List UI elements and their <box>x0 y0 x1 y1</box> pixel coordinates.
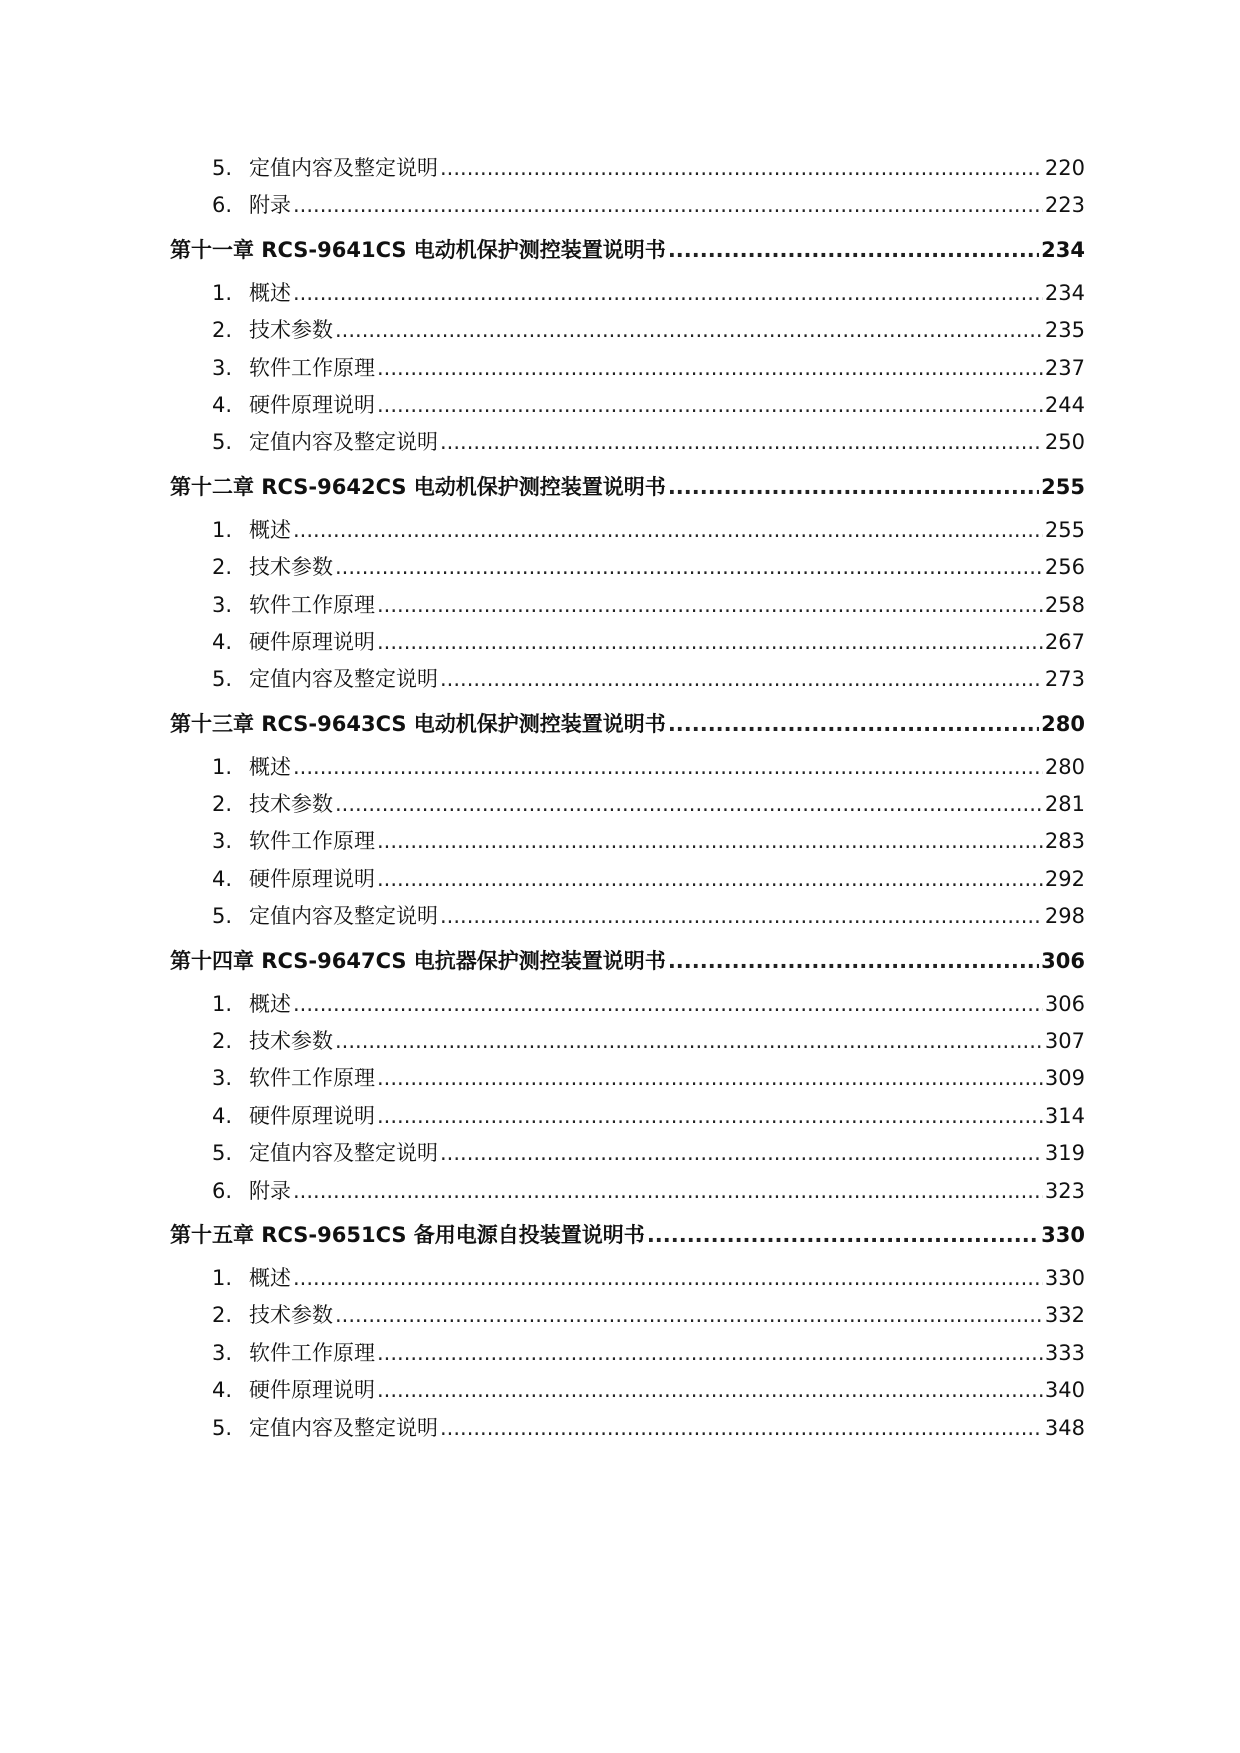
toc-entry-title: 概述 <box>249 991 291 1016</box>
toc-entry-title: 软件工作原理 <box>249 1340 375 1365</box>
toc-section-entry[interactable] <box>170 150 1085 187</box>
toc-entry-number: 5. <box>212 1141 233 1166</box>
toc-section-entry[interactable] <box>170 1060 1085 1097</box>
toc-entry-title: 附录 <box>249 1178 291 1203</box>
toc-entry-number: 4. <box>212 629 233 654</box>
toc-entry-label <box>212 150 438 187</box>
toc-page-number: 323 <box>1044 1178 1085 1203</box>
toc-entry-label <box>212 823 375 860</box>
dot-leader <box>335 1297 1043 1334</box>
toc-entry-title: 技术参数 <box>249 318 333 343</box>
toc-chapter-entry[interactable] <box>170 462 1085 512</box>
dot-leader <box>668 699 1039 749</box>
toc-page-number: 255 <box>1044 517 1085 542</box>
dot-leader <box>335 312 1043 349</box>
toc-page-number: 250 <box>1044 430 1085 455</box>
toc-section-entry[interactable] <box>170 587 1085 624</box>
dot-leader <box>647 1210 1039 1260</box>
toc-section-entry[interactable] <box>170 424 1085 461</box>
toc-entry-title: 第十四章 RCS-9647CS 电抗器保护测控装置说明书 <box>170 948 666 973</box>
toc-page-number: 273 <box>1044 667 1085 692</box>
toc-entry-label <box>212 549 333 586</box>
toc-entry-label <box>212 1098 375 1135</box>
toc-entry-number: 2. <box>212 318 233 343</box>
toc-section-entry[interactable] <box>170 1135 1085 1172</box>
toc-entry-title: 技术参数 <box>249 1029 333 1054</box>
toc-page-number: 267 <box>1044 629 1085 654</box>
toc-entry-number: 2. <box>212 1303 233 1328</box>
toc-entry-number: 4. <box>212 866 233 891</box>
toc-entry-label <box>212 312 333 349</box>
toc-section-entry[interactable] <box>170 624 1085 661</box>
toc-section-entry[interactable] <box>170 898 1085 935</box>
toc-entry-label <box>212 512 291 549</box>
toc-entry-title: 硬件原理说明 <box>249 629 375 654</box>
dot-leader <box>335 549 1043 586</box>
toc-entry-title: 软件工作原理 <box>249 1066 375 1091</box>
toc-section-entry[interactable] <box>170 312 1085 349</box>
toc-section-entry[interactable] <box>170 1023 1085 1060</box>
toc-entry-label <box>212 624 375 661</box>
toc-entry-number: 1. <box>212 754 233 779</box>
dot-leader <box>668 225 1039 275</box>
toc-section-entry[interactable] <box>170 1297 1085 1334</box>
toc-section-entry[interactable] <box>170 986 1085 1023</box>
toc-section-entry[interactable] <box>170 661 1085 698</box>
toc-entry-label <box>212 1260 291 1297</box>
toc-entry-title: 概述 <box>249 280 291 305</box>
toc-entry-label <box>212 986 291 1023</box>
toc-entry-label <box>212 350 375 387</box>
toc-section-entry[interactable] <box>170 350 1085 387</box>
dot-leader <box>335 786 1043 823</box>
toc-entry-title: 软件工作原理 <box>249 355 375 380</box>
toc-entry-label <box>212 1410 438 1447</box>
dot-leader <box>440 661 1043 698</box>
dot-leader <box>440 898 1043 935</box>
toc-entry-title: 第十二章 RCS-9642CS 电动机保护测控装置说明书 <box>170 474 666 499</box>
dot-leader <box>335 1023 1043 1060</box>
toc-entry-title: 技术参数 <box>249 792 333 817</box>
toc-entry-label <box>212 587 375 624</box>
toc-entry-label <box>212 1135 438 1172</box>
toc-entry-title: 定值内容及整定说明 <box>249 1141 438 1166</box>
toc-chapter-entry[interactable] <box>170 225 1085 275</box>
toc-entry-label <box>170 225 666 275</box>
toc-section-entry[interactable] <box>170 275 1085 312</box>
toc-page-number: 223 <box>1044 193 1085 218</box>
toc-entry-number: 3. <box>212 592 233 617</box>
dot-leader <box>668 462 1039 512</box>
toc-page-number: 307 <box>1044 1029 1085 1054</box>
dot-leader <box>377 387 1043 424</box>
dot-leader <box>440 1135 1043 1172</box>
toc-page-number: 258 <box>1044 592 1085 617</box>
toc-section-entry[interactable] <box>170 861 1085 898</box>
toc-page-number: 330 <box>1041 1222 1085 1247</box>
toc-entry-label <box>170 699 666 749</box>
toc-page-number: 333 <box>1044 1340 1085 1365</box>
toc-entry-title: 硬件原理说明 <box>249 1103 375 1128</box>
toc-page-number: 235 <box>1044 318 1085 343</box>
toc-entry-label <box>212 1372 375 1409</box>
toc-section-entry[interactable] <box>170 1173 1085 1210</box>
toc-entry-title: 附录 <box>249 193 291 218</box>
toc-entry-title: 定值内容及整定说明 <box>249 1415 438 1440</box>
dot-leader <box>293 1260 1043 1297</box>
toc-entry-label <box>212 861 375 898</box>
toc-chapter-entry[interactable] <box>170 699 1085 749</box>
toc-section-entry[interactable] <box>170 1098 1085 1135</box>
toc-entry-title: 技术参数 <box>249 555 333 580</box>
toc-page-number: 280 <box>1044 754 1085 779</box>
toc-section-entry[interactable] <box>170 1372 1085 1409</box>
dot-leader <box>440 1410 1043 1447</box>
toc-entry-number: 6. <box>212 1178 233 1203</box>
toc-entry-title: 软件工作原理 <box>249 829 375 854</box>
toc-page-number: 255 <box>1041 474 1085 499</box>
toc-entry-number: 6. <box>212 193 233 218</box>
toc-page-number: 309 <box>1044 1066 1085 1091</box>
toc-page-number: 244 <box>1044 392 1085 417</box>
dot-leader <box>293 749 1043 786</box>
dot-leader <box>440 424 1043 461</box>
toc-chapter-entry[interactable] <box>170 936 1085 986</box>
toc-entry-label <box>212 424 438 461</box>
toc-page-number: 283 <box>1044 829 1085 854</box>
toc-entry-number: 3. <box>212 829 233 854</box>
toc-entry-label <box>212 187 291 224</box>
toc-page-number: 330 <box>1044 1265 1085 1290</box>
toc-page-number: 237 <box>1044 355 1085 380</box>
toc-entry-label <box>212 661 438 698</box>
toc-page-number: 220 <box>1044 156 1085 180</box>
toc-entry-title: 概述 <box>249 754 291 779</box>
toc-entry-label <box>212 1173 291 1210</box>
toc-page-number: 332 <box>1044 1303 1085 1328</box>
toc-entry-number: 5. <box>212 430 233 455</box>
toc-page-number: 314 <box>1044 1103 1085 1128</box>
dot-leader <box>293 275 1043 312</box>
toc-entry-label <box>212 1335 375 1372</box>
toc-page-number: 298 <box>1044 904 1085 929</box>
toc-page-number: 281 <box>1044 792 1085 817</box>
toc-page-number: 292 <box>1044 866 1085 891</box>
toc-section-entry[interactable] <box>170 1335 1085 1372</box>
table-of-contents <box>170 150 1085 1447</box>
toc-entry-number: 1. <box>212 517 233 542</box>
toc-page-number: 306 <box>1041 948 1085 973</box>
toc-entry-title: 概述 <box>249 1265 291 1290</box>
toc-section-entry[interactable] <box>170 823 1085 860</box>
toc-entry-title: 概述 <box>249 517 291 542</box>
toc-entry-number: 4. <box>212 392 233 417</box>
toc-entry-label <box>170 936 666 986</box>
toc-entry-number: 5. <box>212 667 233 692</box>
toc-entry-label <box>212 1060 375 1097</box>
toc-section-entry[interactable] <box>170 512 1085 549</box>
toc-page-number: 280 <box>1041 711 1085 736</box>
toc-entry-title: 第十三章 RCS-9643CS 电动机保护测控装置说明书 <box>170 711 666 736</box>
toc-entry-title: 第十一章 RCS-9641CS 电动机保护测控装置说明书 <box>170 237 666 262</box>
toc-chapter-entry[interactable] <box>170 1210 1085 1260</box>
toc-entry-number: 3. <box>212 355 233 380</box>
toc-entry-title: 技术参数 <box>249 1303 333 1328</box>
dot-leader <box>377 1060 1043 1097</box>
toc-entry-label <box>212 1297 333 1334</box>
toc-entry-number: 2. <box>212 1029 233 1054</box>
toc-page-number: 256 <box>1044 555 1085 580</box>
dot-leader <box>668 936 1039 986</box>
toc-section-entry[interactable] <box>170 549 1085 586</box>
toc-entry-title: 定值内容及整定说明 <box>249 904 438 929</box>
toc-entry-number: 5. <box>212 156 233 180</box>
toc-section-entry[interactable] <box>170 387 1085 424</box>
toc-section-entry[interactable] <box>170 749 1085 786</box>
toc-entry-label <box>212 1023 333 1060</box>
toc-entry-title: 硬件原理说明 <box>249 1378 375 1403</box>
toc-entry-number: 1. <box>212 991 233 1016</box>
toc-section-entry[interactable] <box>170 1260 1085 1297</box>
toc-entry-label <box>212 786 333 823</box>
toc-entry-label <box>212 749 291 786</box>
toc-entry-title: 硬件原理说明 <box>249 392 375 417</box>
dot-leader <box>377 1335 1043 1372</box>
toc-entry-title: 第十五章 RCS-9651CS 备用电源自投装置说明书 <box>170 1222 645 1247</box>
toc-entry-number: 5. <box>212 1415 233 1440</box>
toc-entry-label <box>212 387 375 424</box>
toc-section-entry[interactable] <box>170 1410 1085 1447</box>
dot-leader <box>377 587 1043 624</box>
dot-leader <box>377 823 1043 860</box>
toc-page-number: 234 <box>1041 237 1085 262</box>
toc-entry-number: 2. <box>212 555 233 580</box>
dot-leader <box>293 512 1043 549</box>
dot-leader <box>377 350 1043 387</box>
toc-page-number: 319 <box>1044 1141 1085 1166</box>
toc-entry-number: 3. <box>212 1066 233 1091</box>
toc-entry-number: 1. <box>212 1265 233 1290</box>
dot-leader <box>377 861 1043 898</box>
toc-entry-title: 硬件原理说明 <box>249 866 375 891</box>
dot-leader <box>377 1372 1043 1409</box>
toc-page-number: 348 <box>1044 1415 1085 1440</box>
toc-entry-label <box>170 462 666 512</box>
dot-leader <box>293 187 1043 224</box>
toc-entry-title: 定值内容及整定说明 <box>249 667 438 692</box>
toc-entry-number: 4. <box>212 1103 233 1128</box>
toc-entry-label <box>212 898 438 935</box>
toc-entry-title: 定值内容及整定说明 <box>249 156 438 180</box>
toc-entry-number: 1. <box>212 280 233 305</box>
toc-section-entry[interactable] <box>170 786 1085 823</box>
toc-page-number: 306 <box>1044 991 1085 1016</box>
toc-entry-title: 软件工作原理 <box>249 592 375 617</box>
dot-leader <box>293 986 1043 1023</box>
dot-leader <box>377 624 1043 661</box>
dot-leader <box>440 150 1043 187</box>
toc-page-number: 340 <box>1044 1378 1085 1403</box>
toc-section-entry[interactable] <box>170 187 1085 224</box>
dot-leader <box>377 1098 1043 1135</box>
toc-entry-number: 3. <box>212 1340 233 1365</box>
toc-entry-number: 4. <box>212 1378 233 1403</box>
toc-page-number: 234 <box>1044 280 1085 305</box>
toc-entry-number: 5. <box>212 904 233 929</box>
toc-entry-label <box>170 1210 645 1260</box>
toc-entry-title: 定值内容及整定说明 <box>249 430 438 455</box>
dot-leader <box>293 1173 1043 1210</box>
toc-entry-label <box>212 275 291 312</box>
toc-entry-number: 2. <box>212 792 233 817</box>
